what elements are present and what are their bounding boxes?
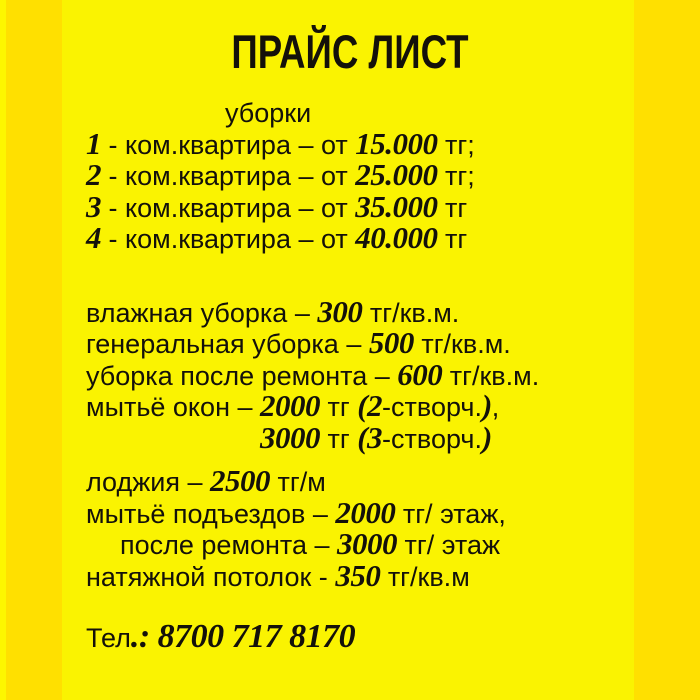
price-text: , [491, 392, 500, 422]
price-text: - ком.квартира – от [101, 224, 356, 254]
price-text: лоджия – [86, 467, 211, 497]
price-value: (2 [357, 388, 383, 423]
price-text: мытьё подъездов – [86, 498, 336, 529]
price-line [86, 157, 646, 192]
price-text: после ремонта – [120, 530, 338, 560]
price-value: 25.000 [355, 157, 438, 192]
price-line [86, 188, 646, 224]
price-text: тг [320, 392, 358, 422]
price-value: .: 8700 717 8170 [130, 618, 356, 655]
price-text: тг; [437, 161, 475, 191]
price-text: тг [437, 192, 468, 223]
price-value: 2000 [260, 388, 320, 423]
price-text: натяжной потолок - [86, 561, 336, 592]
price-text: тг/кв.м. [413, 329, 511, 359]
price-value: 15.000 [355, 125, 438, 161]
price-line [86, 419, 646, 455]
list-subtitle [86, 99, 646, 129]
price-line [86, 388, 646, 423]
price-text: Тел [86, 623, 131, 653]
price-value: 2 [86, 157, 101, 192]
price-line [86, 356, 646, 392]
price-text: тг; [437, 129, 475, 160]
price-text: - ком.квартира – от [101, 192, 356, 223]
price-line [86, 526, 646, 561]
price-text: тг/м [270, 467, 326, 497]
price-line [86, 325, 646, 360]
price-value: ) [481, 388, 492, 423]
price-line [86, 557, 646, 593]
price-line [86, 220, 646, 255]
price-value: 2500 [210, 463, 271, 498]
page-title-text: ПРАЙС ЛИСТ [231, 25, 469, 78]
price-value: 1 [86, 125, 101, 161]
price-text: тг [437, 224, 468, 254]
price-text: тг [320, 423, 358, 454]
price-value: 500 [368, 325, 414, 360]
price-text: - ком.квартира – от [101, 129, 356, 160]
price-text: уборка после ремонта – [86, 360, 398, 391]
price-text: -створч. [382, 392, 482, 422]
price-text: тг/ этаж, [395, 498, 506, 529]
price-line [86, 463, 646, 498]
price-text: тг/кв.м. [362, 297, 460, 328]
price-value: 3000 [337, 526, 398, 561]
price-text: тг/ этаж [397, 530, 501, 560]
price-line [86, 494, 646, 530]
price-value: 350 [335, 557, 381, 593]
price-list [86, 99, 646, 655]
phone-line [86, 620, 646, 655]
left-edge-strip [0, 0, 6, 700]
price-value: 3 [86, 188, 101, 224]
price-text: уборки [225, 98, 312, 128]
price-value: 3000 [260, 419, 320, 455]
price-text: генеральная уборка – [86, 329, 369, 359]
price-value: 4 [86, 220, 101, 255]
price-text: -створч. [382, 423, 482, 454]
page-title [0, 24, 700, 79]
price-text: тг/кв.м [380, 561, 470, 592]
price-line [86, 125, 646, 161]
price-value: 35.000 [355, 188, 438, 224]
price-value: 2000 [335, 494, 396, 530]
price-value: ) [481, 419, 492, 455]
price-text: тг/кв.м. [442, 360, 540, 391]
price-value: (3 [357, 419, 383, 455]
price-value: 600 [397, 356, 443, 392]
price-text: мытьё окон – [86, 392, 260, 422]
price-text: влажная уборка – [86, 297, 318, 328]
price-value: 300 [317, 293, 363, 329]
price-line [86, 293, 646, 329]
price-text: - ком.квартира – от [101, 161, 356, 191]
price-value: 40.000 [355, 220, 438, 255]
